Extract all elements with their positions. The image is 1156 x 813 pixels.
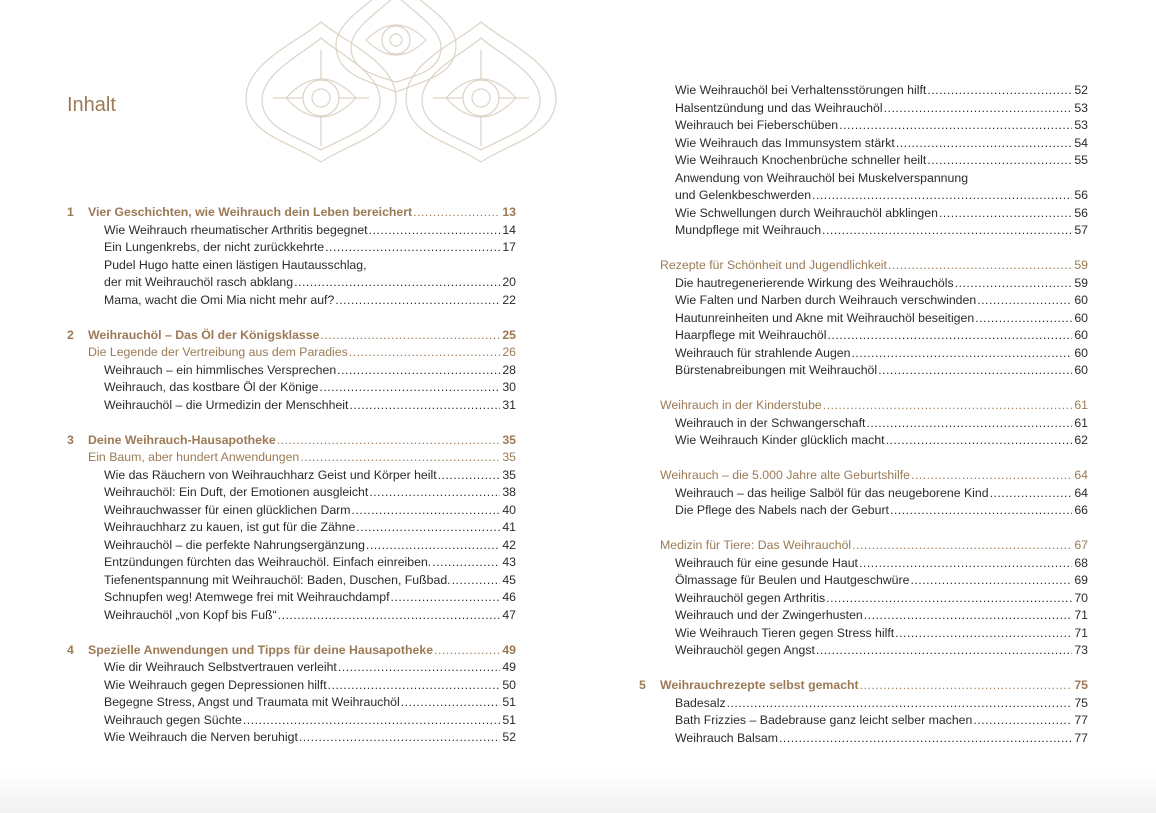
toc-title: Weihrauch und der Zwingerhusten (675, 608, 863, 622)
dot-leader (939, 205, 1072, 223)
page-number: 66 (1074, 503, 1088, 517)
page-number: 62 (1074, 433, 1088, 447)
dot-leader (294, 274, 500, 292)
page-number: 40 (502, 502, 516, 517)
dot-leader (866, 415, 1072, 433)
toc-title: Pudel Hugo hatte einen lästigen Hautausschlag, (104, 257, 367, 272)
chapter-number: 4 (67, 642, 74, 657)
page-number: 57 (1074, 223, 1088, 237)
toc-title: Medizin für Tiere: Das Weihrauchöl (660, 538, 852, 552)
toc-title: Weihrauchharz zu kauen, ist gut für die Zähne (104, 520, 356, 534)
dot-leader (851, 345, 1072, 363)
toc-title: Deine Weihrauch-Hausapotheke (88, 432, 276, 447)
toc-title: Weihrauchöl gegen Angst (675, 643, 815, 657)
toc-title: Weihrauchöl „von Kopf bis Fuß“ (104, 607, 277, 622)
page-title: Inhalt (67, 94, 116, 116)
toc-title: Weihrauch in der Schwangerschaft (675, 415, 866, 430)
dot-leader (328, 677, 501, 695)
dot-leader (990, 485, 1073, 503)
page-number: 59 (1074, 275, 1088, 290)
dot-leader (432, 554, 500, 572)
toc-title: Weihrauch Balsam (675, 730, 778, 745)
page-number: 71 (1074, 608, 1088, 622)
page-number: 47 (502, 607, 516, 622)
page-number: 38 (502, 485, 516, 499)
dot-leader (822, 222, 1072, 240)
page-number: 60 (1074, 345, 1088, 360)
page-number: 60 (1074, 310, 1088, 325)
page-number: 52 (502, 730, 516, 744)
dot-leader (812, 187, 1072, 205)
toc-title: Weihrauch, das kostbare Öl der Könige (104, 380, 319, 394)
page-number: 25 (502, 327, 516, 342)
toc-title: Weihrauchöl – die perfekte Nahrungsergänzung (104, 537, 365, 552)
toc-title: Ein Lungenkrebs, der nicht zurückkehrte (104, 240, 325, 254)
toc-title: Begegne Stress, Angst und Traumata mit Weihrauchöl (104, 695, 400, 709)
page-number: 13 (502, 205, 516, 219)
page-number: 68 (1074, 555, 1088, 570)
toc-title: Wie Weihrauch rheumatischer Arthritis begegnet (104, 222, 368, 237)
page-number: 49 (502, 660, 516, 674)
dot-leader (886, 432, 1073, 450)
dot-leader (864, 607, 1073, 625)
page-number: 43 (502, 555, 516, 569)
toc-title: Mama, wacht die Omi Mia nicht mehr auf? (104, 292, 335, 307)
toc-title: der mit Weihrauchöl rasch abklang (104, 275, 294, 289)
toc-title: Wie Weihrauchöl bei Verhaltensstörungen hilft (675, 83, 927, 97)
page-number: 41 (502, 520, 516, 534)
chapter-number: 1 (67, 205, 74, 219)
toc-title: Mundpflege mit Weihrauch (675, 223, 822, 237)
dot-leader (337, 362, 500, 380)
toc-title: Haarpflege mit Weihrauchöl (675, 328, 827, 342)
toc-title: Weihrauch bei Fieberschüben (675, 118, 839, 132)
toc-title: Schnupfen weg! Atemwege frei mit Weihrauchdampf (104, 590, 390, 604)
page-number: 54 (1074, 135, 1088, 150)
page-number: 61 (1074, 415, 1088, 430)
dot-leader (910, 572, 1072, 590)
dot-leader (335, 292, 500, 310)
dot-leader (278, 607, 501, 625)
page-number: 75 (1074, 678, 1088, 692)
toc-title: Wie dir Weihrauch Selbstvertrauen verleiht (104, 660, 337, 674)
dot-leader (927, 152, 1072, 170)
toc-title: Weihrauch gegen Süchte (104, 712, 242, 727)
page-number: 77 (1074, 730, 1088, 745)
dot-leader (878, 362, 1072, 380)
toc-title: Wie Weihrauch Kinder glücklich macht (675, 433, 885, 447)
dot-leader (320, 327, 500, 345)
left-page (0, 0, 578, 780)
toc-title: Wie Weihrauch die Nerven beruhigt (104, 730, 298, 744)
dot-leader (828, 327, 1073, 345)
page-number: 56 (1074, 188, 1088, 202)
page-number: 55 (1074, 153, 1088, 167)
toc-title: Wie Weihrauch gegen Depressionen hilft (104, 677, 327, 692)
toc-title: Tiefenentspannung mit Weihrauchöl: Baden, Duschen, Fußbad. (104, 572, 451, 587)
dot-leader (369, 222, 501, 240)
chapter-number: 2 (67, 327, 74, 342)
chapter-number: 3 (67, 432, 74, 447)
dot-leader (896, 135, 1072, 153)
dot-leader (727, 695, 1073, 713)
dot-leader (277, 432, 501, 450)
page-number: 14 (502, 222, 516, 237)
dot-leader (299, 729, 500, 747)
toc-title: Bath Frizzies – Badebrause ganz leicht selber machen (675, 713, 973, 727)
page-number: 64 (1074, 468, 1088, 482)
page-number: 53 (1074, 118, 1088, 132)
chapter-number: 5 (639, 678, 646, 692)
page-number: 70 (1074, 590, 1088, 605)
page-number: 59 (1074, 258, 1088, 272)
dot-leader (977, 292, 1072, 310)
toc-title: Anwendung von Weihrauchöl bei Muskelverspannung (675, 170, 969, 185)
toc-title: Die Legende der Vertreibung aus dem Paradies (88, 345, 348, 359)
page-number: 73 (1074, 643, 1088, 657)
toc-title: Wie das Räuchern von Weihrauchharz Geist und Körper heilt (104, 467, 437, 482)
dot-leader (911, 467, 1072, 485)
dot-leader (366, 537, 500, 555)
toc-title: und Gelenkbeschwerden (675, 188, 812, 202)
dot-leader (839, 117, 1072, 135)
toc-title: Wie Schwellungen durch Weihrauchöl abklingen (675, 205, 938, 220)
page-number: 67 (1074, 538, 1088, 552)
dot-leader (779, 730, 1072, 748)
dot-leader (390, 589, 500, 607)
toc-title: Weihrauchöl: Ein Duft, der Emotionen ausgleicht (104, 485, 369, 499)
dot-leader (452, 572, 501, 590)
page-number: 49 (502, 642, 516, 657)
dot-leader (975, 310, 1072, 328)
dot-leader (319, 379, 500, 397)
dot-leader (413, 204, 500, 222)
toc-title: Weihrauch – ein himmlisches Versprechen (104, 362, 337, 377)
dot-leader (826, 590, 1072, 608)
toc-title: Wie Weihrauch Knochenbrüche schneller heilt (675, 153, 927, 167)
dot-leader (955, 275, 1073, 293)
toc-title: Weihrauch für eine gesunde Haut (675, 555, 858, 570)
dot-leader (823, 397, 1073, 415)
page-number: 52 (1074, 83, 1088, 97)
page-number: 60 (1074, 293, 1088, 307)
toc-title: Weihrauchrezepte selbst gemacht (660, 678, 859, 692)
page-number: 28 (502, 362, 516, 377)
dot-leader (852, 537, 1072, 555)
dot-leader (300, 449, 500, 467)
page-number: 71 (1074, 625, 1088, 640)
dot-leader (973, 712, 1072, 730)
page-number: 56 (1074, 205, 1088, 220)
dot-leader (895, 625, 1072, 643)
page-number: 69 (1074, 573, 1088, 587)
page-number: 51 (502, 712, 516, 727)
toc-title: Ein Baum, aber hundert Anwendungen (88, 450, 300, 464)
dot-leader (349, 397, 500, 415)
toc-title: Entzündungen fürchten das Weihrauchöl. Einfach einreiben. (104, 555, 432, 569)
dot-leader (860, 677, 1073, 695)
page-number: 42 (502, 537, 516, 552)
dot-leader (338, 659, 500, 677)
dot-leader (243, 712, 500, 730)
toc-title: Spezielle Anwendungen und Tipps für deine Hausapotheke (88, 642, 434, 657)
page-number: 50 (502, 677, 516, 692)
toc-title: Wie Weihrauch das Immunsystem stärkt (675, 135, 895, 150)
page-number: 22 (502, 292, 516, 307)
dot-leader (401, 694, 501, 712)
toc-title: Wie Weihrauch Tieren gegen Stress hilft (675, 625, 895, 640)
toc-title: Die Pflege des Nabels nach der Geburt (675, 503, 889, 517)
toc-title: Wie Falten und Narben durch Weihrauch verschwinden (675, 293, 977, 307)
dot-leader (859, 555, 1072, 573)
page-number: 26 (502, 345, 516, 359)
page-number: 20 (502, 275, 516, 289)
dot-leader (369, 484, 500, 502)
page-number: 75 (1074, 695, 1088, 710)
arabesque-ornament-icon (226, 0, 566, 170)
page-number: 60 (1074, 363, 1088, 377)
toc-title: Hautunreinheiten und Akne mit Weihrauchöl beseitigen (675, 310, 975, 325)
dot-leader (325, 239, 500, 257)
page-number: 53 (1074, 100, 1088, 115)
dot-leader (816, 642, 1072, 660)
page-shadow (0, 770, 1156, 813)
toc-title: Weihrauch in der Kinderstube (660, 398, 822, 412)
page-number: 35 (502, 450, 516, 464)
dot-leader (356, 519, 500, 537)
toc-title: Die hautregenerierende Wirkung des Weihrauchöls (675, 275, 954, 290)
dot-leader (434, 642, 500, 660)
page-number: 30 (502, 380, 516, 394)
page-number: 64 (1074, 485, 1088, 500)
dot-leader (884, 100, 1073, 118)
dot-leader (349, 344, 501, 362)
page-number: 46 (502, 590, 516, 604)
page-number: 60 (1074, 328, 1088, 342)
toc-title: Vier Geschichten, wie Weihrauch dein Leben bereichert (88, 205, 413, 219)
toc-title: Badesalz (675, 695, 726, 710)
toc-title: Weihrauchöl gegen Arthritis (675, 590, 826, 605)
toc-title: Weihrauchöl – die Urmedizin der Menschheit (104, 397, 349, 412)
toc-title: Weihrauch – die 5.000 Jahre alte Geburtshilfe (660, 468, 910, 482)
right-page (578, 0, 1156, 780)
page-number: 51 (502, 695, 516, 709)
dot-leader (927, 82, 1072, 100)
dot-leader (438, 467, 501, 485)
page-number: 35 (502, 467, 516, 482)
dot-leader (888, 257, 1072, 275)
page-number: 17 (502, 240, 516, 254)
toc-title: Weihrauchwasser für einen glücklichen Darm (104, 502, 351, 517)
toc-title: Weihrauch für strahlende Augen (675, 345, 851, 360)
toc-title: Weihrauchöl – Das Öl der Königsklasse (88, 327, 320, 342)
toc-title: Rezepte für Schönheit und Jugendlichkeit (660, 258, 887, 272)
dot-leader (890, 502, 1072, 520)
toc-title: Weihrauch – das heilige Salböl für das neugeborene Kind (675, 485, 989, 500)
toc-title: Halsentzündung und das Weihrauchöl (675, 100, 883, 115)
toc-title: Bürstenabreibungen mit Weihrauchöl (675, 363, 878, 377)
page-number: 61 (1074, 398, 1088, 412)
toc-title: Ölmassage für Beulen und Hautgeschwüre (675, 573, 910, 587)
page-number: 31 (502, 397, 516, 412)
dot-leader (352, 502, 501, 520)
page-number: 77 (1074, 713, 1088, 727)
page-number: 35 (502, 432, 516, 447)
page-number: 45 (502, 572, 516, 587)
